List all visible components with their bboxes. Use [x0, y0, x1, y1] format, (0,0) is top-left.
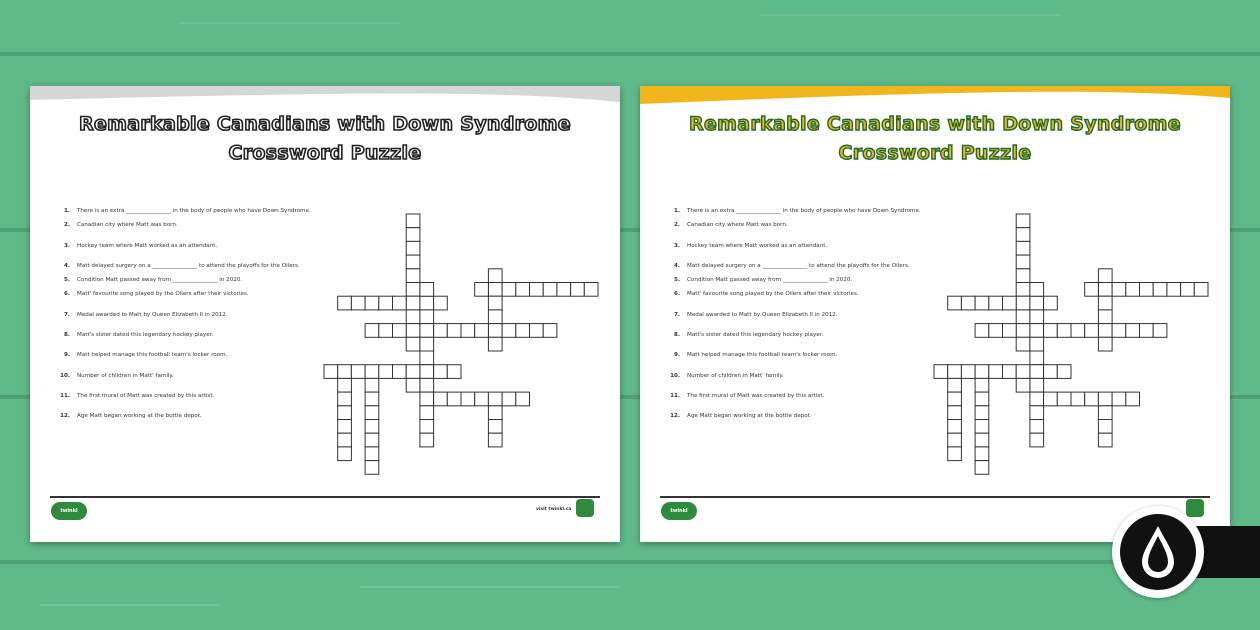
- crossword-cell[interactable]: [1003, 296, 1017, 310]
- crossword-cell[interactable]: [420, 406, 434, 420]
- crossword-cell[interactable]: [1098, 296, 1112, 310]
- crossword-cell[interactable]: [420, 283, 434, 297]
- crossword-cell[interactable]: [365, 378, 379, 392]
- crossword-cell[interactable]: [365, 296, 379, 310]
- crossword-cell[interactable]: [1030, 392, 1044, 406]
- clue-item: 3. Hockey team where Matt worked as an attendant.: [673, 242, 828, 249]
- crossword-cell[interactable]: [948, 365, 962, 379]
- crossword-cell[interactable]: [365, 406, 379, 420]
- clue-item: 11. The first mural of Matt was created by this artist.: [60, 392, 215, 399]
- crossword-cell[interactable]: [379, 365, 393, 379]
- crossword-cell[interactable]: [961, 296, 975, 310]
- crossword-cell[interactable]: [406, 241, 420, 255]
- crossword-cell[interactable]: [948, 392, 962, 406]
- crossword-cell[interactable]: [975, 296, 989, 310]
- crossword-cell[interactable]: [1098, 420, 1112, 434]
- crossword-cell[interactable]: [488, 283, 502, 297]
- crossword-cell[interactable]: [584, 283, 598, 297]
- crossword-cell[interactable]: [1098, 310, 1112, 324]
- crossword-cell[interactable]: [393, 296, 407, 310]
- crossword-cell[interactable]: [406, 255, 420, 269]
- crossword-cell[interactable]: [447, 392, 461, 406]
- crossword-cell[interactable]: [420, 420, 434, 434]
- crossword-cell[interactable]: [975, 406, 989, 420]
- crossword-cell[interactable]: [365, 324, 379, 338]
- crossword-cell[interactable]: [338, 433, 352, 447]
- crossword-cell[interactable]: [393, 365, 407, 379]
- crossword-cell[interactable]: [502, 324, 516, 338]
- crossword-cell[interactable]: [1003, 365, 1017, 379]
- crossword-cell[interactable]: [1016, 378, 1030, 392]
- crossword-cell[interactable]: [557, 283, 571, 297]
- crossword-cell[interactable]: [948, 296, 962, 310]
- crossword-cell[interactable]: [989, 324, 1003, 338]
- clue-item: 4. Matt delayed surgery on a ________________ to attend the playoffs for the Oilers.: [63, 262, 300, 269]
- crossword-cell[interactable]: [1167, 283, 1181, 297]
- crossword-cell[interactable]: [351, 296, 365, 310]
- crossword-cell[interactable]: [975, 378, 989, 392]
- crossword-cell[interactable]: [1153, 283, 1167, 297]
- crossword-cell[interactable]: [1030, 283, 1044, 297]
- crossword-cell[interactable]: [461, 324, 475, 338]
- footer-line: [50, 496, 600, 498]
- crossword-cell[interactable]: [420, 310, 434, 324]
- overlay-tab: [1196, 526, 1260, 578]
- crossword-cell[interactable]: [543, 283, 557, 297]
- crossword-cell[interactable]: [1140, 283, 1154, 297]
- crossword-cell[interactable]: [1016, 324, 1030, 338]
- crossword-cell[interactable]: [420, 433, 434, 447]
- clue-item: 10. Number of children in Matt' family.: [60, 372, 174, 379]
- crossword-cell[interactable]: [365, 461, 379, 475]
- clue-item: 9. Matt helped manage this football team's locker room.: [63, 352, 228, 359]
- crossword-cell[interactable]: [1030, 351, 1044, 365]
- crossword-cell[interactable]: [379, 324, 393, 338]
- crossword-cell[interactable]: [1016, 255, 1030, 269]
- crossword-cell[interactable]: [447, 324, 461, 338]
- crossword-cell[interactable]: [338, 365, 352, 379]
- crossword-cell[interactable]: [434, 324, 448, 338]
- crossword-cell[interactable]: [1098, 283, 1112, 297]
- crossword-cell[interactable]: [406, 269, 420, 283]
- crossword-cell[interactable]: [1016, 365, 1030, 379]
- crossword-cell[interactable]: [434, 365, 448, 379]
- clue-item: 8. Matt's sister dated this legendary hockey player.: [673, 332, 824, 339]
- crossword-cell[interactable]: [1057, 365, 1071, 379]
- crossword-cell[interactable]: [434, 296, 448, 310]
- crossword-cell[interactable]: [365, 447, 379, 461]
- visit-text: visit twinkl.ca: [536, 507, 572, 512]
- crossword-cell[interactable]: [365, 433, 379, 447]
- crossword-cell[interactable]: [488, 420, 502, 434]
- crossword-cell[interactable]: [488, 392, 502, 406]
- clue-item: 5. Condition Matt passed away from ________________ in 2020.: [673, 277, 853, 284]
- clue-item: 12. Age Matt began working at the bottle depot.: [670, 413, 812, 420]
- crossword-cell[interactable]: [975, 420, 989, 434]
- crossword-cell[interactable]: [1181, 283, 1195, 297]
- crossword-cell[interactable]: [420, 337, 434, 351]
- crossword-cell[interactable]: [1126, 324, 1140, 338]
- footer-line: [660, 496, 1210, 498]
- crossword-cell[interactable]: [1030, 365, 1044, 379]
- crossword-cell[interactable]: [338, 392, 352, 406]
- clue-item: 10. Number of children in Matt' family.: [670, 372, 784, 379]
- crossword-cell[interactable]: [1016, 337, 1030, 351]
- crossword-grid[interactable]: [30, 86, 620, 542]
- crossword-cell[interactable]: [502, 283, 516, 297]
- crossword-cell[interactable]: [516, 392, 530, 406]
- crossword-cell[interactable]: [1016, 214, 1030, 228]
- crossword-cell[interactable]: [406, 214, 420, 228]
- crossword-cell[interactable]: [1112, 324, 1126, 338]
- crossword-cell[interactable]: [488, 337, 502, 351]
- crossword-cell[interactable]: [488, 269, 502, 283]
- crossword-cell[interactable]: [948, 420, 962, 434]
- crossword-cell[interactable]: [488, 406, 502, 420]
- clue-item: 6. Matt' favourite song played by the Oilers after their victories.: [673, 291, 859, 298]
- crossword-cell[interactable]: [1044, 365, 1058, 379]
- crossword-cell[interactable]: [1030, 310, 1044, 324]
- crossword-cell[interactable]: [516, 283, 530, 297]
- crossword-cell[interactable]: [1071, 392, 1085, 406]
- crossword-cell[interactable]: [948, 378, 962, 392]
- crossword-cell[interactable]: [975, 461, 989, 475]
- twinkl-logo: twinkl: [51, 502, 87, 520]
- crossword-cell[interactable]: [1098, 406, 1112, 420]
- clue-item: 1. There is an extra ________________ in the body of people who have Down Syndrome.: [673, 208, 921, 214]
- crossword-cell[interactable]: [502, 392, 516, 406]
- crossword-cell[interactable]: [1085, 324, 1099, 338]
- crossword-cell[interactable]: [488, 310, 502, 324]
- crossword-cell[interactable]: [1153, 324, 1167, 338]
- crossword-cell[interactable]: [406, 365, 420, 379]
- crossword-cell[interactable]: [406, 310, 420, 324]
- crossword-cell[interactable]: [1016, 296, 1030, 310]
- worksheet-colour[interactable]: [640, 86, 1230, 542]
- crossword-cell[interactable]: [1194, 283, 1208, 297]
- crossword-cell[interactable]: [488, 324, 502, 338]
- crossword-cell[interactable]: [1112, 283, 1126, 297]
- crossword-cell[interactable]: [406, 324, 420, 338]
- crossword-cell[interactable]: [543, 324, 557, 338]
- crossword-cell[interactable]: [420, 296, 434, 310]
- clue-item: 5. Condition Matt passed away from ________________ in 2020.: [63, 277, 243, 284]
- worksheet-plain[interactable]: [30, 86, 620, 542]
- crossword-cell[interactable]: [1085, 283, 1099, 297]
- crossword-cell[interactable]: [530, 283, 544, 297]
- twinkl-logo: twinkl: [661, 502, 697, 520]
- crossword-cell[interactable]: [406, 337, 420, 351]
- crossword-cell[interactable]: [406, 283, 420, 297]
- crossword-cell[interactable]: [1030, 406, 1044, 420]
- crossword-cell[interactable]: [975, 324, 989, 338]
- clue-item: 2. Canadian city where Matt was born.: [63, 222, 178, 229]
- crossword-cell[interactable]: [1016, 241, 1030, 255]
- crossword-cell[interactable]: [1030, 337, 1044, 351]
- crossword-cell[interactable]: [434, 392, 448, 406]
- crossword-cell[interactable]: [420, 351, 434, 365]
- clue-item: 7. Medal awarded to Matt by Queen Elizabeth II in 2012.: [63, 311, 228, 318]
- crossword-cell[interactable]: [338, 420, 352, 434]
- crossword-cell[interactable]: [324, 365, 338, 379]
- crossword-cell[interactable]: [365, 420, 379, 434]
- crossword-cell[interactable]: [530, 324, 544, 338]
- crossword-cell[interactable]: [1030, 420, 1044, 434]
- crossword-cell[interactable]: [1098, 324, 1112, 338]
- crossword-cell[interactable]: [1003, 324, 1017, 338]
- crossword-cell[interactable]: [1030, 296, 1044, 310]
- clue-item: 2. Canadian city where Matt was born.: [673, 222, 788, 229]
- crossword-cell[interactable]: [1057, 324, 1071, 338]
- worksheet-title: Remarkable Canadians with Down Syndrome Crossword Puzzle: [689, 113, 1181, 164]
- crossword-cell[interactable]: [975, 447, 989, 461]
- crossword-cell[interactable]: [1098, 337, 1112, 351]
- crossword-grid[interactable]: [640, 86, 1230, 542]
- crossword-cell[interactable]: [1044, 296, 1058, 310]
- crossword-cell[interactable]: [1016, 310, 1030, 324]
- crossword-cell[interactable]: [989, 296, 1003, 310]
- clue-item: 3. Hockey team where Matt worked as an attendant.: [63, 242, 218, 249]
- crossword-cell[interactable]: [351, 365, 365, 379]
- crossword-cell[interactable]: [934, 365, 948, 379]
- crossword-cell[interactable]: [1112, 392, 1126, 406]
- crossword-cell[interactable]: [948, 447, 962, 461]
- crossword-cell[interactable]: [1016, 228, 1030, 242]
- crossword-cell[interactable]: [420, 378, 434, 392]
- crossword-cell[interactable]: [1016, 269, 1030, 283]
- crossword-cell[interactable]: [393, 324, 407, 338]
- crossword-cell[interactable]: [1098, 269, 1112, 283]
- clue-item: 1. There is an extra ________________ in the body of people who have Down Syndrome.: [63, 208, 311, 214]
- crossword-cell[interactable]: [447, 365, 461, 379]
- crossword-cell[interactable]: [961, 365, 975, 379]
- crossword-cell[interactable]: [1030, 324, 1044, 338]
- clue-item: 6. Matt' favourite song played by the Oilers after their victories.: [63, 291, 249, 298]
- clue-item: 9. Matt helped manage this football team's locker room.: [673, 352, 838, 359]
- crossword-cell[interactable]: [975, 433, 989, 447]
- crossword-cell[interactable]: [948, 406, 962, 420]
- crossword-cell[interactable]: [516, 324, 530, 338]
- crossword-cell[interactable]: [475, 392, 489, 406]
- crossword-cell[interactable]: [406, 378, 420, 392]
- crossword-cell[interactable]: [975, 392, 989, 406]
- crossword-cell[interactable]: [475, 324, 489, 338]
- worksheet-title: Remarkable Canadians with Down Syndrome Crossword Puzzle: [79, 113, 571, 164]
- crossword-cell[interactable]: [1071, 324, 1085, 338]
- crossword-cell[interactable]: [338, 406, 352, 420]
- crossword-cell[interactable]: [1098, 433, 1112, 447]
- crossword-cell[interactable]: [1030, 433, 1044, 447]
- crossword-cell[interactable]: [571, 283, 585, 297]
- crossword-cell[interactable]: [1044, 324, 1058, 338]
- crossword-cell[interactable]: [406, 296, 420, 310]
- crossword-cell[interactable]: [338, 447, 352, 461]
- crossword-cell[interactable]: [1016, 283, 1030, 297]
- crossword-cell[interactable]: [420, 392, 434, 406]
- crossword-cell[interactable]: [338, 378, 352, 392]
- crossword-cell[interactable]: [1126, 392, 1140, 406]
- crossword-cell[interactable]: [948, 433, 962, 447]
- crossword-cell[interactable]: [420, 365, 434, 379]
- crossword-cell[interactable]: [989, 365, 1003, 379]
- crossword-cell[interactable]: [365, 365, 379, 379]
- crossword-cell[interactable]: [488, 296, 502, 310]
- crossword-cell[interactable]: [1057, 392, 1071, 406]
- clue-item: 4. Matt delayed surgery on a ________________ to attend the playoffs for the Oilers.: [673, 262, 910, 269]
- crossword-cell[interactable]: [365, 392, 379, 406]
- crossword-cell[interactable]: [1098, 392, 1112, 406]
- crossword-cell[interactable]: [1044, 392, 1058, 406]
- clue-item: 8. Matt's sister dated this legendary hockey player.: [63, 332, 214, 339]
- crossword-cell[interactable]: [488, 433, 502, 447]
- crossword-cell[interactable]: [1140, 324, 1154, 338]
- crossword-cell[interactable]: [420, 324, 434, 338]
- crossword-cell[interactable]: [475, 283, 489, 297]
- crossword-cell[interactable]: [406, 228, 420, 242]
- crossword-cell[interactable]: [1085, 392, 1099, 406]
- badge-icon: [576, 499, 594, 517]
- crossword-cell[interactable]: [338, 296, 352, 310]
- clue-item: 11. The first mural of Matt was created by this artist.: [670, 392, 825, 399]
- clue-item: 12. Age Matt began working at the bottle depot.: [60, 413, 202, 420]
- crossword-cell[interactable]: [379, 296, 393, 310]
- crossword-cell[interactable]: [975, 365, 989, 379]
- crossword-cell[interactable]: [1126, 283, 1140, 297]
- crossword-cell[interactable]: [1030, 378, 1044, 392]
- clue-item: 7. Medal awarded to Matt by Queen Elizabeth II in 2012.: [673, 311, 838, 318]
- ink-drop-icon[interactable]: [1112, 506, 1204, 598]
- crossword-cell[interactable]: [461, 392, 475, 406]
